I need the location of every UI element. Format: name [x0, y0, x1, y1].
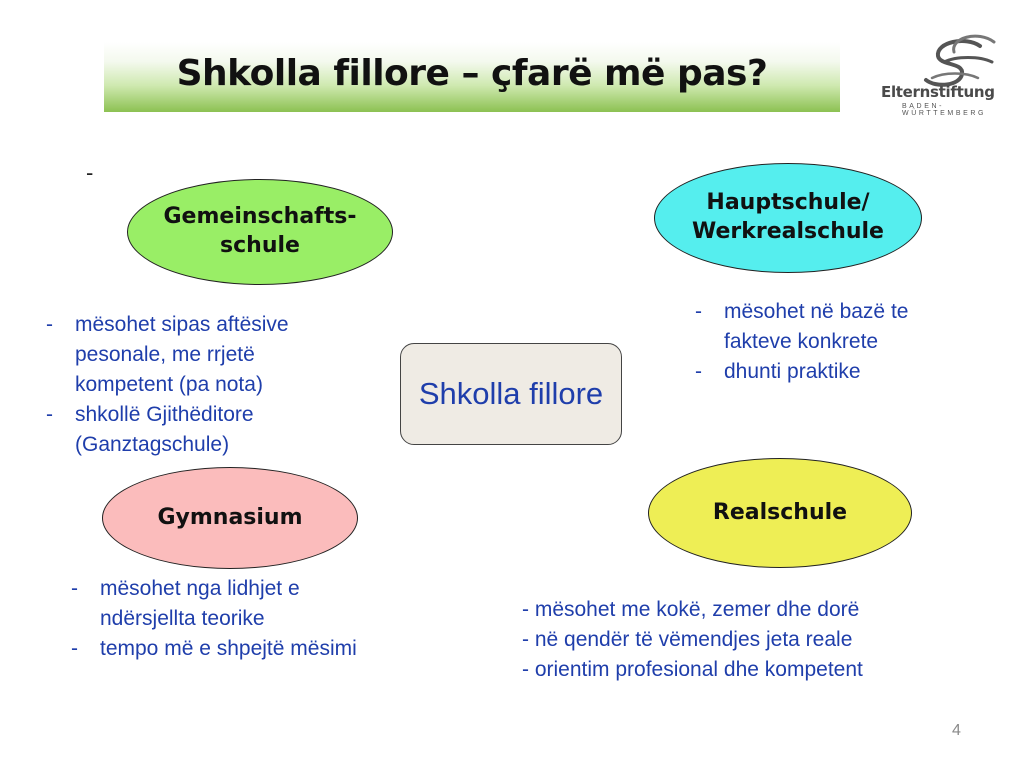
list-item: - mësohet me kokë, zemer dhe dorë	[522, 598, 860, 621]
gemeinschaftsschule-oval	[127, 179, 393, 285]
realschule-label: Realschule	[712, 499, 848, 525]
gemeinschaftsschule-points	[44, 310, 344, 460]
page-number: 4	[952, 722, 961, 739]
center-box: Shkolla fillore	[400, 343, 622, 445]
list-item: - tempo më e shpejtë mësimi	[69, 634, 369, 664]
logo-name: Elternstiftung	[881, 83, 995, 101]
gymnasium-oval	[102, 467, 358, 569]
realschule-points	[522, 595, 962, 685]
realschule-oval	[648, 458, 912, 568]
list-item: - dhunti praktike	[693, 357, 961, 387]
stray-dash: -	[86, 160, 94, 185]
list-item: - mësohet nga lidhjet e ndërsjellta teorike	[69, 574, 369, 634]
list-item: - orientim profesional dhe kompetent	[522, 658, 863, 681]
list-item: - mësohet në bazë te fakteve konkrete	[693, 297, 961, 357]
slide-title: Shkolla fillore – çfarë më pas?	[176, 53, 768, 94]
logo-subtitle: BADEN-WÜRTTEMBERG	[902, 103, 987, 117]
title-banner	[104, 42, 840, 112]
gemeinschaftsschule-label-line2: schule	[220, 233, 300, 258]
hauptschule-points	[693, 297, 961, 387]
list-item: - në qendër të vëmendjes jeta reale	[522, 628, 853, 651]
list-item: - shkollë Gjithëditore (Ganztagschule)	[44, 400, 344, 460]
gemeinschaftsschule-label-line1: Gemeinschafts-	[163, 204, 357, 230]
hauptschule-label-line2: Werkrealschule	[692, 219, 884, 244]
gymnasium-points	[69, 574, 369, 664]
hauptschule-oval	[654, 163, 922, 273]
gymnasium-label: Gymnasium	[157, 504, 303, 530]
list-item: - mësohet sipas aftësive pesonale, me rrjetë kompetent (pa nota)	[44, 310, 344, 400]
hauptschule-label-line1: Hauptschule/	[706, 190, 870, 216]
